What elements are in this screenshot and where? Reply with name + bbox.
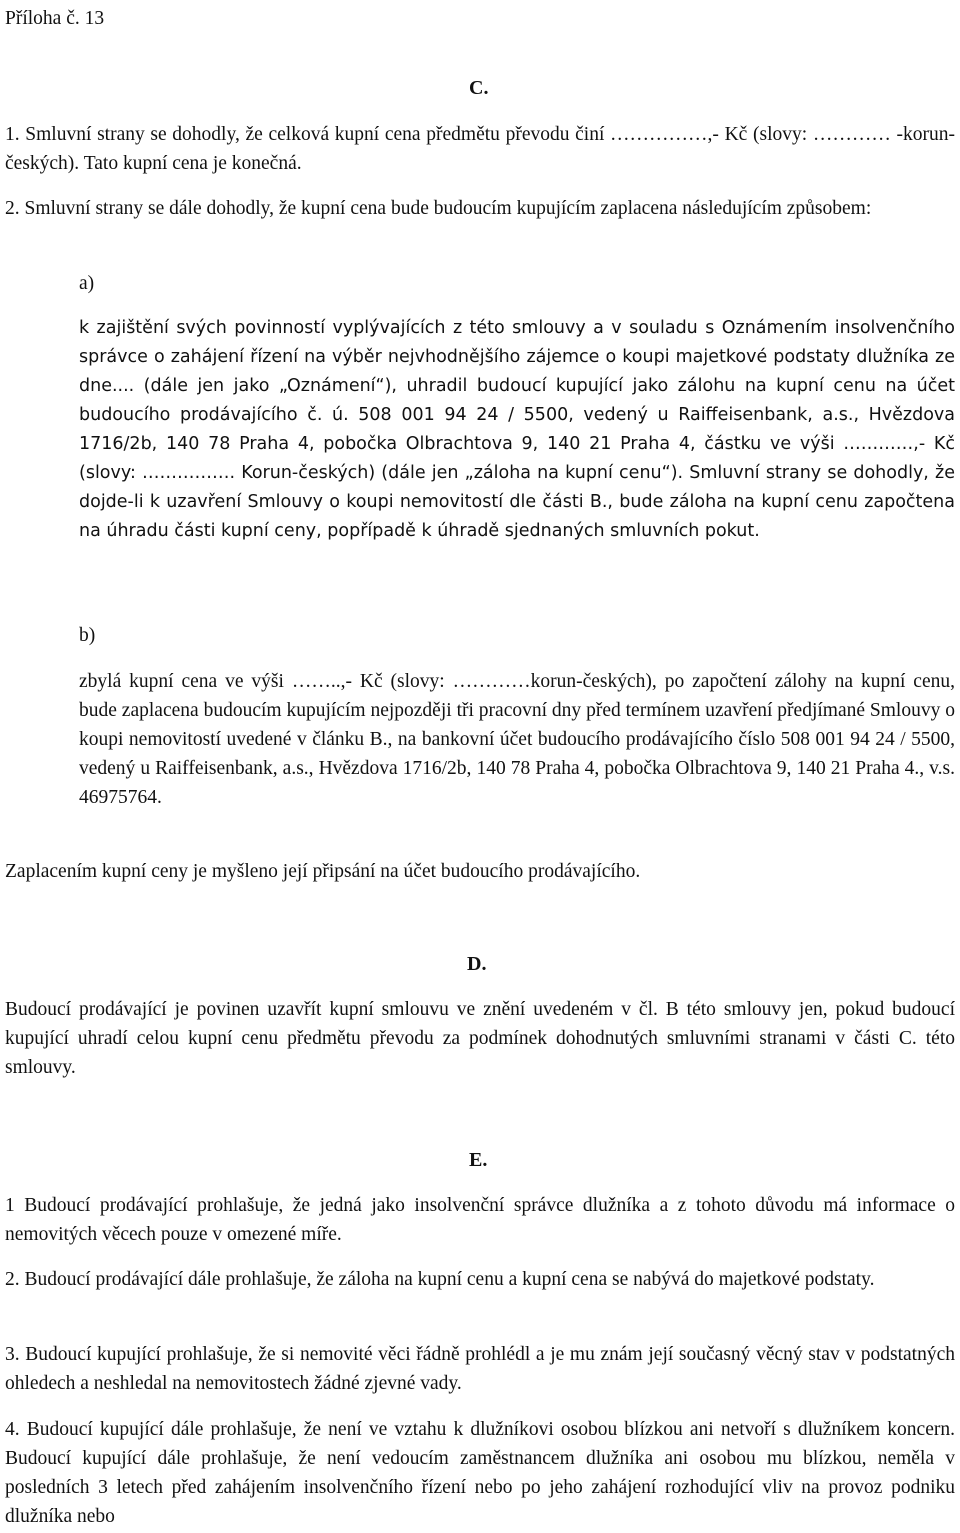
section-e-paragraph-2: 2. Budoucí prodávající dále prohlašuje, že záloha na kupní cenu a kupní cena se nabývá do majetkové podstaty. [5, 1269, 875, 1290]
section-e-paragraph-1: 1 Budoucí prodávající prohlašuje, že jedná jako insolvenční správce dlužníka a z tohoto důvodu má informace o nemovitých věcech pouze v omezené míře. [5, 1195, 955, 1245]
section-c-paragraph-1: 1. Smluvní strany se dohodly, že celková kupní cena předmětu převodu činí ……………,- Kč (slovy: ………… -korun-českých). Tato kupní cena je konečná. [5, 124, 955, 174]
annex-label: Příloha č. 13 [5, 8, 105, 29]
section-e-heading: E. [469, 1149, 488, 1171]
section-e-paragraph-3: 3. Budoucí kupující prohlašuje, že si nemovité věci řádně prohlédl a je mu znám její současný věcný stav v podstatných ohledech a neshledal na nemovitostech žádné zjevné vady. [5, 1344, 955, 1394]
section-c-heading: C. [469, 77, 489, 99]
item-a-text: k zajištění svých povinností vyplývajících z této smlouvy a v souladu s Oznámením insolvenčního správce o zahájení řízení na výběr nejvhodnějšího zájemce o koupi majetkové podstaty dlužníka ze dne.... (dále jen jako „Oznámení“), uhradil budoucí kupující jako zálohu na kupní cenu na účet budoucího prodávajícího č. ú. 508 001 94 24 / 5500, vedený u Raiffeisenbank, a.s., Hvězdova 1716/2b, 140 78 Praha 4, pobočka Olbrachtova 9, 140 21 Praha 4, částku ve výši …………,- Kč (slovy: ……………. Korun-českých) (dále jen „záloha na kupní cenu“). Smluvní strany se dohodly, že dojde-li k uzavření Smlouvy o koupi nemovitostí dle části B., bude záloha na kupní cenu započtena na úhradu části kupní ceny, popřípadě k úhradě sjednaných smluvních pokut. [79, 318, 955, 541]
section-c-closing: Zaplacením kupní ceny je myšleno její připsání na účet budoucího prodávajícího. [5, 861, 641, 882]
item-a-label: a) [79, 273, 95, 294]
section-e-paragraph-4: 4. Budoucí kupující dále prohlašuje, že není ve vztahu k dlužníkovi osobou blízkou ani netvoří s dlužníkem koncern. Budoucí kupující dále prohlašuje, že není vedoucím zaměstnancem dlužníka ani osobou mu blízkou, neměla v posledních 3 letech před zahájením insolvenčního řízení nebo po jeho zahájení rozhodující vliv na provoz podniku dlužníka nebo [5, 1419, 955, 1527]
section-d-heading: D. [467, 953, 487, 975]
section-d-paragraph-1: Budoucí prodávající je povinen uzavřít kupní smlouvu ve znění uvedeném v čl. B této smlouvy jen, pokud budoucí kupující uhradí celou kupní cenu předmětu převodu za podmínek dohodnutých smluvními stranami v části C. této smlouvy. [5, 999, 955, 1078]
item-b-text: zbylá kupní cena ve výši ……..,- Kč (slovy: …………korun-českých), po započtení zálohy na kupní cenu, bude zaplacena budoucím kupujícím nejpozději tři pracovní dny před termínem uzavření předjímané Smlouvy o koupi nemovitostí uvedené v článku B., na bankovní účet budoucího prodávajícího číslo 508 001 94 24 / 5500, vedený u Raiffeisenbank, a.s., Hvězdova 1716/2b, 140 78 Praha 4, pobočka Olbrachtova 9, 140 21 Praha 4., v.s. 46975764. [79, 671, 955, 808]
item-b-label: b) [79, 625, 96, 646]
section-c-paragraph-2: 2. Smluvní strany se dále dohodly, že kupní cena bude budoucím kupujícím zaplacena následujícím způsobem: [5, 198, 872, 219]
